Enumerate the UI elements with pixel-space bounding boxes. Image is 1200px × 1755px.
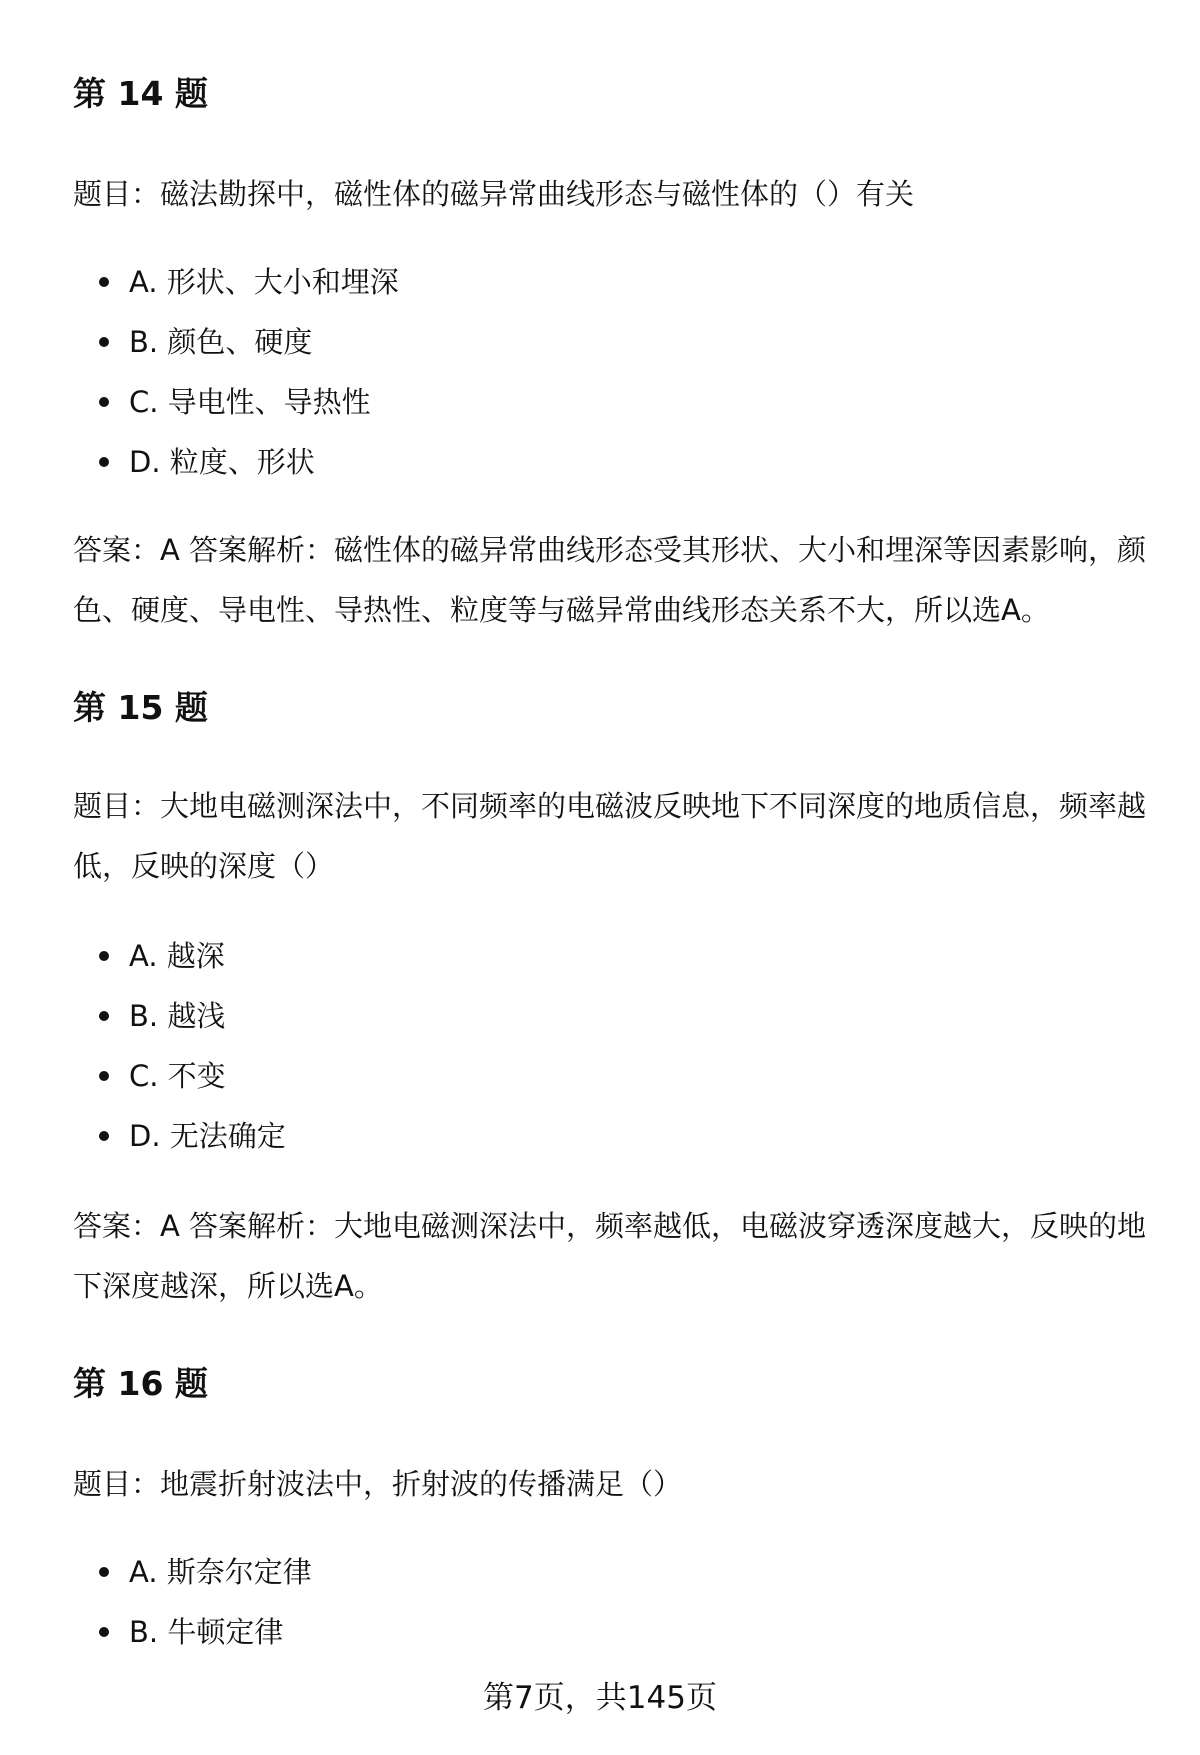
question-text: 题目：地震折射波法中，折射波的传播满足（） xyxy=(73,1467,683,1501)
option-label: B. 牛顿定律 xyxy=(129,1615,284,1649)
option-item xyxy=(73,372,399,432)
answer-explanation: 答案：A 答案解析：大地电磁测深法中，频率越低，电磁波穿透深度越大，反映的地下深度越深，所以选A。 xyxy=(73,1209,1147,1303)
question-text: 题目：磁法勘探中，磁性体的磁异常曲线形态与磁性体的（）有关 xyxy=(73,177,915,211)
bullet-icon xyxy=(99,457,109,467)
option-item xyxy=(73,1602,312,1662)
question-text: 题目：大地电磁测深法中，不同频率的电磁波反映地下不同深度的地质信息，频率越低，反映的深度（） xyxy=(73,789,1147,883)
option-list xyxy=(73,926,286,1166)
bullet-icon xyxy=(99,1071,109,1081)
option-item xyxy=(73,312,399,372)
option-label: B. 颜色、硬度 xyxy=(129,325,313,359)
option-list xyxy=(73,1542,312,1662)
answer-explanation: 答案：A 答案解析：磁性体的磁异常曲线形态受其形状、大小和埋深等因素影响，颜色、硬度、导电性、导热性、粒度等与磁异常曲线形态关系不大，所以选A。 xyxy=(73,533,1147,627)
option-label: C. 导电性、导热性 xyxy=(129,385,371,419)
bullet-icon xyxy=(99,337,109,347)
question-heading: 第 15 题 xyxy=(73,688,208,727)
option-item xyxy=(73,252,399,312)
option-label: D. 粒度、形状 xyxy=(129,445,315,479)
option-label: A. 形状、大小和埋深 xyxy=(129,265,399,299)
question-heading: 第 14 题 xyxy=(73,74,208,113)
option-item xyxy=(73,926,286,986)
bullet-icon xyxy=(99,1567,109,1577)
option-label: A. 斯奈尔定律 xyxy=(129,1555,312,1589)
option-label: C. 不变 xyxy=(129,1059,226,1093)
option-item xyxy=(73,1106,286,1166)
option-label: A. 越深 xyxy=(129,939,225,973)
option-item xyxy=(73,986,286,1046)
option-item xyxy=(73,1046,286,1106)
page-number-footer: 第7页，共145页 xyxy=(483,1680,717,1716)
bullet-icon xyxy=(99,277,109,287)
option-label: D. 无法确定 xyxy=(129,1119,286,1153)
bullet-icon xyxy=(99,951,109,961)
bullet-icon xyxy=(99,397,109,407)
bullet-icon xyxy=(99,1011,109,1021)
option-label: B. 越浅 xyxy=(129,999,226,1033)
question-heading: 第 16 题 xyxy=(73,1364,208,1403)
bullet-icon xyxy=(99,1131,109,1141)
option-list xyxy=(73,252,399,492)
bullet-icon xyxy=(99,1627,109,1637)
option-item xyxy=(73,1542,312,1602)
option-item xyxy=(73,432,399,492)
